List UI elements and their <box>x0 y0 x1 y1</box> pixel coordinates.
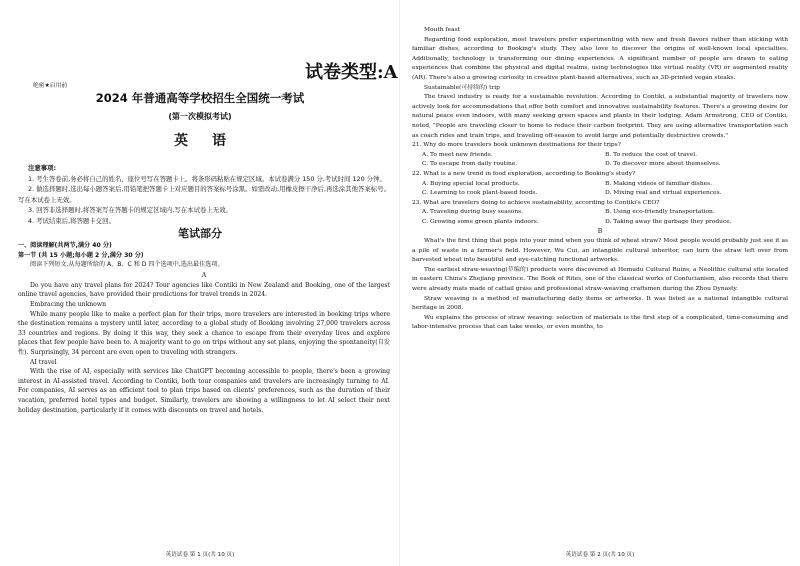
instruction-text: 阅读下列短文,从每题所给的 A、B、C 和 D 四个选项中,选出最佳选项。 <box>30 261 224 269</box>
option-a[interactable]: A. Buying special local products. <box>422 180 520 187</box>
option-a[interactable]: A. Traveling during busy seasons. <box>422 209 524 216</box>
passage-paragraph: Regarding food exploration, most travelers prefer experimenting with new and fresh flavors rather than sticking with familiar dishes, according to Booking's study. They also love to discover the origins of well-known local specialties. Additionally, technology is transforming our dining experiences. A significant number of people are drawn to eating experiences that combine the physical and digital realms, using technologies like virtual reality (VR) or augmented reality (AR). There's also a growing curiosity in creative plant-based alternatives, such as 3D-printed vegan steaks. <box>412 36 788 81</box>
passage-paragraph: Do you have any travel plans for 2024? Tour agencies like Contiki in New Zealand and Booking, one of the largest online travel agencies, have provided their predictions for travel trends in 2024. <box>18 281 390 299</box>
passage-paragraph: What's the first thing that pops into your mind when you think of wheat straw? Most people would probably just see it as a pile of waste in a farmer's field. However, Wu Cui, an intangible cultural inheritor, can turn the straw left over from harvested wheat into beautiful and eye-catching functional artworks. <box>412 238 788 264</box>
question-stem: 23. What are travelers doing to achieve sustainability, according to Contiki's CEO? <box>412 199 660 206</box>
option-c[interactable]: C. Learning to cook plant-based foods. <box>422 190 538 197</box>
page-footer: 英语试卷 第 2 页(共 10 页) <box>565 552 635 558</box>
passage-paragraph: With the rise of AI, especially with services like ChatGPT becoming accessible to people, there's been a growing interest in AI-assisted travel. According to Contiki, both tour companies and travelers are increasingly turning to AI. For companies, AI serves as an efficient tool to plan trips based on clients' preferences, such as the duration of their vacation, preferred hotel types and budget. Similarly, travelers are showing a willingness to let AI select their next holiday destination, particularly if it comes with discounts on travel and hotels. <box>18 368 390 414</box>
subject-title: 英语 <box>174 133 250 149</box>
section-one-heading: 第一节 (共 15 小题;每小题 2 分,满分 30 分) <box>18 251 144 259</box>
paper-type-label: 试卷类型:A <box>305 62 398 83</box>
passage-a-label: A <box>201 271 207 279</box>
option-a[interactable]: A. To meet new friends. <box>422 151 493 158</box>
note-item: 1. 考生答卷前,务必将自己的姓名、座位号写在答题卡上。将条形码粘贴在规定区域。本试卷满分 150 分,考试时间 120 分钟。 <box>28 174 386 183</box>
passage-subheading: Sustainable(可持续的) trip <box>424 84 500 91</box>
note-item: 4. 考试结束后,将答题卡交回。 <box>28 216 115 225</box>
question-options <box>412 151 788 170</box>
passage-subheading: AI travel <box>30 358 57 366</box>
exam-subtitle: (第一次模拟考试) <box>168 112 232 121</box>
question-stem: 21. Why do more travelers book unknown destinations for their trips? <box>412 142 621 149</box>
passage-subheading: Embracing the unknown <box>30 300 106 308</box>
note-item: 3. 回答非选择题时,将答案写在答题卡的规定区域内,写在本试卷上无效。 <box>28 206 232 215</box>
question-options <box>412 208 788 227</box>
passage-paragraph: Straw weaving is a method of manufacturing daily items or artworks. It was listed as a national intangible cultural heritage in 2008. <box>412 295 788 312</box>
option-b[interactable]: B. Using eco-friendly transportation. <box>605 209 715 216</box>
passage-paragraph: The travel industry is ready for a sustainable revolution. According to Contiki, a substantial majority of travelers now actively look for accommodations that offer both comfort and innovative sustainability features. There's a growing desire for natural peace even indoors, with many seeking green spaces and plants in their lodging. Adam Armstrong, CEO of Contiki, noted, "People are traveling closer to home to reduce their carbon footprint. They are using alternative transportation such as coach rides and train trips, and traveling off-season to avoid large and potentially destructive crowds." <box>412 94 788 139</box>
reading-section <box>18 241 390 415</box>
option-c[interactable]: C. To escape from daily routine. <box>422 161 518 168</box>
option-d[interactable]: D. To discover more about themselves. <box>605 161 721 168</box>
question-22 <box>412 170 788 199</box>
passage-b-label: B <box>597 228 603 236</box>
question-21 <box>412 141 788 170</box>
passage-paragraph: While many people like to make a perfect plan for their trips, more travelers are interested in booking trips where the destination remains a mystery until later, according to a global study of Booking involving 27,000 travelers across 33 countries and regions. By doing it this way, they seek a chance to escape from their everyday lives and explore places that few people have been to. A majority want to go on trips without any set plans, enjoying the spontaneity(自发性). Surprisingly, 34 percent are even open to traveling with strangers. <box>18 310 390 356</box>
question-stem: 22. What is a new trend in food exploration, according to Booking's study? <box>412 170 636 177</box>
written-part-heading: 笔试部分 <box>178 227 222 240</box>
part-one-heading: 一、阅读理解(共两节,满分 40 分) <box>18 242 112 249</box>
notes-heading: 注意事项: <box>28 164 57 172</box>
option-b[interactable]: B. Making videos of familiar dishes. <box>605 180 713 187</box>
page-footer: 英语试卷 第 1 页(共 10 页) <box>165 552 235 558</box>
option-d[interactable]: D. Taking away the garbage they produce. <box>605 218 732 225</box>
secret-label: 绝密★启用前 <box>33 83 68 89</box>
question-23 <box>412 199 788 228</box>
option-c[interactable]: C. Growing some green plants indoors. <box>422 218 539 225</box>
passage-paragraph: The earliest straw-weaving(草编的) products were discovered at Hemudu Cultural Ruins, a Neolithic cultural site located in eastern China's Zhejiang province. The Book of Rites, one of the classical works of Confucianism, also records that there were already mats made of cattail grass and professional straw-weaving craftsmen during the Zhou Dynasty. <box>412 266 788 293</box>
notes-section <box>18 163 390 227</box>
passage-paragraph: Wu explains the process of straw weaving: selection of materials is the first step of a complicated, time-consuming and labor-intensive process that can take weeks, or even months, to <box>412 314 788 331</box>
option-d[interactable]: D. Mixing real and virtual experiences. <box>605 190 722 197</box>
exam-title: 2024 年普通高等学校招生全国统一考试 <box>95 91 305 105</box>
note-item: 2. 做选择题时,选出每小题答案后,用铅笔把答题卡上对应题目的答案标号涂黑。如需改动,用橡皮擦干净后,再选涂其他答案标号。写在本试卷上无效。 <box>18 185 390 204</box>
right-page <box>400 0 800 566</box>
passage-subheading: Mouth feast <box>424 27 460 33</box>
question-options <box>412 180 788 199</box>
option-b[interactable]: B. To reduce the cost of travel. <box>605 151 697 158</box>
